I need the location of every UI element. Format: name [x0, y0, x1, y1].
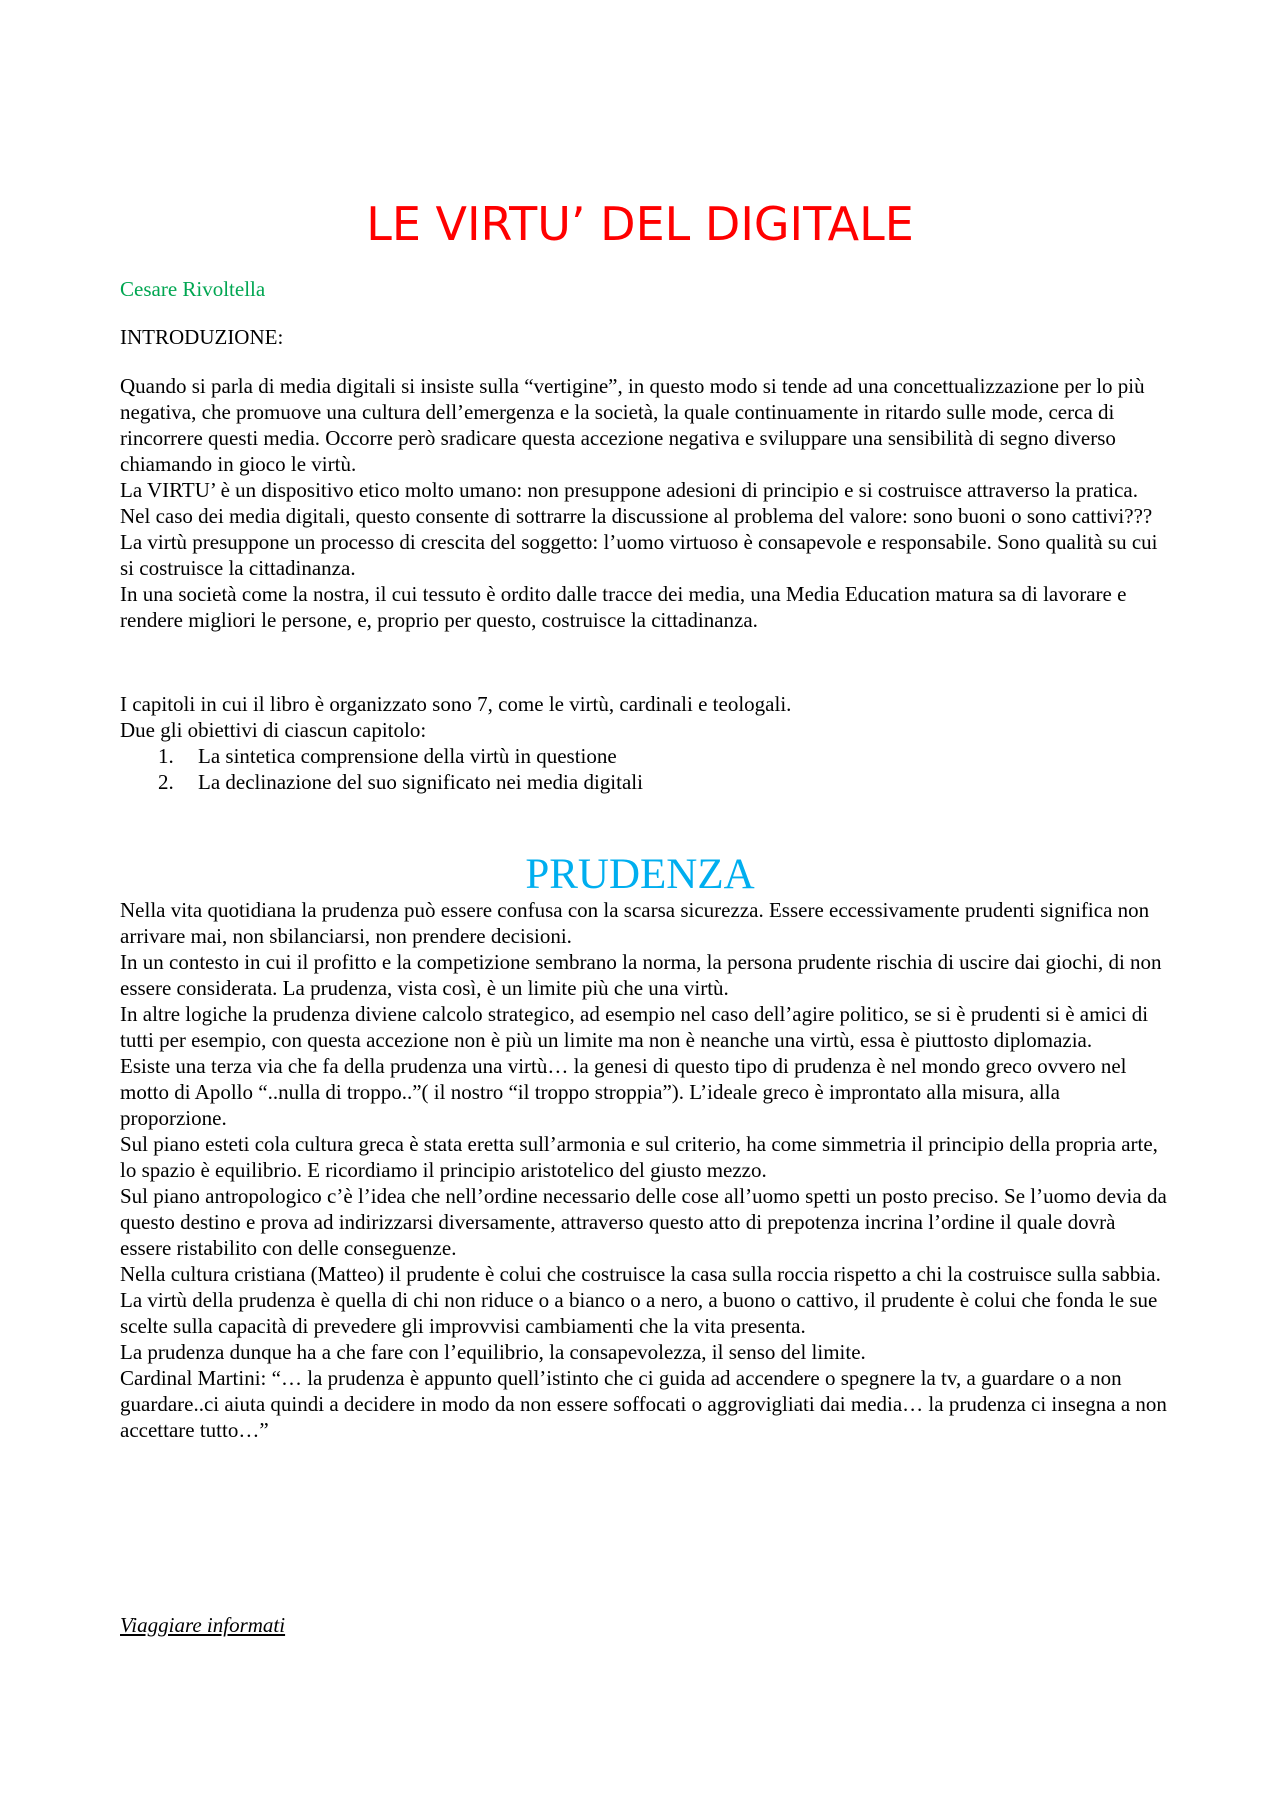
document-title: LE VIRTU’ DEL DIGITALE	[366, 197, 914, 251]
intro-section	[120, 373, 1170, 633]
author-name: Cesare Rivoltella	[120, 277, 266, 301]
section-title-prudenza: PRUDENZA	[525, 851, 755, 898]
prudenza-paragraph: La prudenza dunque ha a che fare con l’equilibrio, la consapevolezza, il senso del limite.	[120, 1340, 866, 1364]
objectives-list	[120, 743, 1170, 795]
prudenza-paragraph: In un contesto in cui il profitto e la competizione sembrano la norma, la persona prudente rischia di uscire dai giochi, di non essere considerata. La prudenza, vista così, è un limite più che una virtù.	[120, 950, 1162, 1000]
prudenza-paragraph: Nella vita quotidiana la prudenza può essere confusa con la scarsa sicurezza. Essere eccessivamente prudenti significa non arrivare mai, non sbilanciarsi, non prendere decisioni.	[120, 898, 1150, 948]
prudenza-paragraph: Sul piano esteti cola cultura greca è stata eretta sull’armonia e sul criterio, ha come simmetria il principio della propria arte, lo spazio è equilibrio. E ricordiamo il principio aristotelico del giusto mezzo.	[120, 1132, 1158, 1182]
prudenza-section	[120, 897, 1170, 1443]
list-number: 2.	[158, 770, 174, 794]
intro-paragraph: La virtù presuppone un processo di crescita del soggetto: l’uomo virtuoso è consapevole e responsabile. Sono qualità su cui si costruisce la cittadinanza.	[120, 530, 1158, 580]
prudenza-paragraph: Nella cultura cristiana (Matteo) il prudente è colui che costruisce la casa sulla roccia rispetto a chi la costruisce sulla sabbia.	[120, 1262, 1161, 1286]
objectives-intro: Due gli obiettivi di ciascun capitolo:	[120, 718, 427, 742]
list-item	[120, 743, 1170, 769]
prudenza-paragraph: La virtù della prudenza è quella di chi non riduce o a bianco o a nero, a buono o cattivo, il prudente è colui che fonda le sue scelte sulla capacità di prevedere gli improvvisi cambiamenti che la vita presenta.	[120, 1288, 1158, 1338]
subheading-viaggiare-informati: Viaggiare informati	[120, 1613, 286, 1637]
list-item	[120, 769, 1170, 795]
list-text: La sintetica comprensione della virtù in questione	[198, 744, 617, 768]
list-number: 1.	[158, 744, 174, 768]
prudenza-paragraph: Sul piano antropologico c’è l’idea che nell’ordine necessario delle cose all’uomo spetti un posto preciso. Se l’uomo devia da questo destino e prova ad indirizzarsi diversamente, attraverso questo atto di prepotenza incrina l’ordine il quale dovrà essere ristabilito con delle conseguenze.	[120, 1184, 1167, 1260]
intro-paragraph: Quando si parla di media digitali si insiste sulla “vertigine”, in questo modo si tende ad una concettualizzazione per lo più negativa, che promuove una cultura dell’emergenza e la società, la quale continuamente in ritardo sulle mode, cerca di rincorrere questi media. Occorre però sradicare questa accezione negativa e sviluppare una sensibilità di segno diverso chiamando in gioco le virtù.	[120, 374, 1145, 476]
list-text: La declinazione del suo significato nei media digitali	[198, 770, 643, 794]
intro-heading: INTRODUZIONE:	[120, 325, 284, 349]
chapters-intro: I capitoli in cui il libro è organizzato sono 7, come le virtù, cardinali e teologali.	[120, 692, 792, 716]
intro-paragraph: La VIRTU’ è un dispositivo etico molto umano: non presuppone adesioni di principio e si costruisce attraverso la pratica. Nel caso dei media digitali, questo consente di sottrarre la discussione al problema del valore: sono buoni o sono cattivi???	[120, 478, 1153, 528]
prudenza-paragraph: In altre logiche la prudenza diviene calcolo strategico, ad esempio nel caso dell’agire politico, se si è prudenti si è amici di tutti per esempio, con questa accezione non è più un limite ma non è neanche una virtù, essa è piuttosto diplomazia.	[120, 1002, 1149, 1052]
intro-paragraph: In una società come la nostra, il cui tessuto è ordito dalle tracce dei media, una Media Education matura sa di lavorare e rendere migliori le persone, e, proprio per questo, costruisce la cittadinanza.	[120, 582, 1127, 632]
prudenza-paragraph: Esiste una terza via che fa della prudenza una virtù… la genesi di questo tipo di prudenza è nel mondo greco ovvero nel motto di Apollo “..nulla di troppo..”( il nostro “il troppo stroppia”). L’ideale greco è improntato alla misura, alla proporzione.	[120, 1054, 1127, 1130]
prudenza-paragraph: Cardinal Martini: “… la prudenza è appunto quell’istinto che ci guida ad accendere o spegnere la tv, a guardare o a non guardare..ci aiuta quindi a decidere in modo da non essere soffocati o aggrovigliati dai media… la prudenza ci insegna a non accettare tutto…”	[120, 1366, 1167, 1442]
chapters-section	[120, 691, 1170, 795]
